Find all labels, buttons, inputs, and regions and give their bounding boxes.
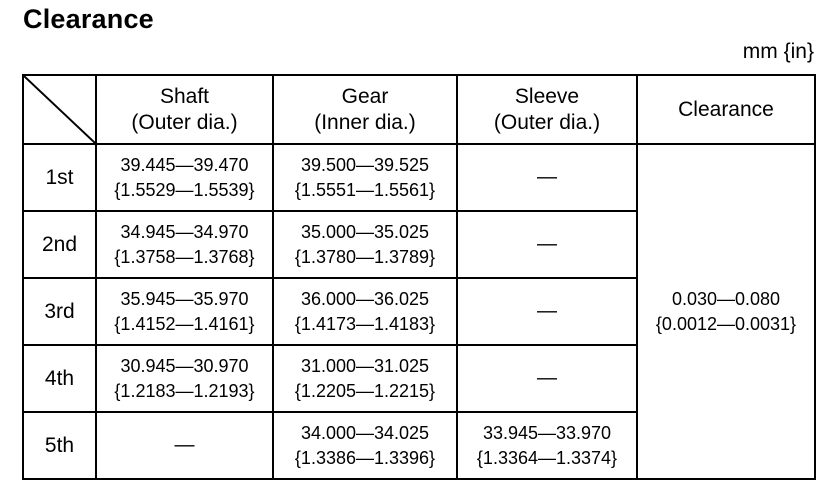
gear-id-cell [273,144,457,211]
gear-id-mm: 36.000—36.025 [300,288,430,309]
gear-id-cell [273,211,457,278]
header-shaft-sub: (Outer dia.) [131,110,238,134]
shaft-mm: 39.445—39.470 [120,154,249,175]
gear-label: 3rd [23,278,96,345]
shaft-cell [96,144,273,211]
sleeve-in: {1.3364—1.3374} [476,447,618,468]
header-gear-title: Gear [341,84,389,108]
gear-id-in: {1.4173—1.4183} [294,313,436,334]
shaft-in: {1.5529—1.5539} [114,179,255,200]
shaft-mm: 30.945—30.970 [120,355,249,376]
header-shaft-title: Shaft [159,84,210,108]
header-sleeve-sub: (Outer dia.) [493,110,601,134]
shaft-cell [96,211,273,278]
gear-label: 4th [23,345,96,412]
gear-id-mm: 31.000—31.025 [300,355,430,376]
shaft-mm: 34.945—34.970 [120,221,249,242]
header-sleeve [457,75,637,144]
shaft-in: {1.3758—1.3768} [114,246,255,267]
header-clearance: Clearance [637,75,815,144]
gear-label: 1st [23,144,96,211]
sleeve-cell: — [457,211,637,278]
header-shaft [96,75,273,144]
sleeve-cell: — [457,345,637,412]
gear-id-cell [273,412,457,479]
shaft-mm: 35.945—35.970 [120,288,249,309]
gear-id-mm: 34.000—34.025 [300,422,430,443]
gear-id-mm: 39.500—39.525 [300,154,430,175]
shaft-in: {1.2183—1.2193} [114,380,255,401]
units-label: mm {in} [742,40,814,63]
header-sleeve-title: Sleeve [514,84,580,108]
clearance-in: {0.0012—0.0031} [655,313,797,334]
gear-id-in: {1.3386—1.3396} [294,447,436,468]
clearance-cell [637,144,815,479]
header-gear [273,75,457,144]
header-row [23,75,815,144]
table-row [23,144,815,211]
gear-id-in: {1.5551—1.5561} [294,179,436,200]
gear-id-in: {1.2205—1.2215} [294,380,436,401]
gear-label: 2nd [23,211,96,278]
sleeve-cell: — [457,278,637,345]
sleeve-mm: 33.945—33.970 [482,422,612,443]
gear-id-cell [273,278,457,345]
header-gear-sub: (Inner dia.) [314,110,416,134]
shaft-in: {1.4152—1.4161} [114,313,255,334]
sleeve-cell: — [457,144,637,211]
page-title: Clearance [23,4,154,34]
clearance-mm: 0.030—0.080 [671,288,781,309]
shaft-cell: — [96,412,273,479]
sleeve-cell [457,412,637,479]
shaft-cell [96,345,273,412]
gear-id-mm: 35.000—35.025 [300,221,430,242]
shaft-cell [96,278,273,345]
diagonal-line [24,76,95,143]
gear-label: 5th [23,412,96,479]
gear-id-in: {1.3780—1.3789} [294,246,436,267]
corner-cell [23,75,96,144]
gear-id-cell [273,345,457,412]
clearance-table [22,74,816,480]
